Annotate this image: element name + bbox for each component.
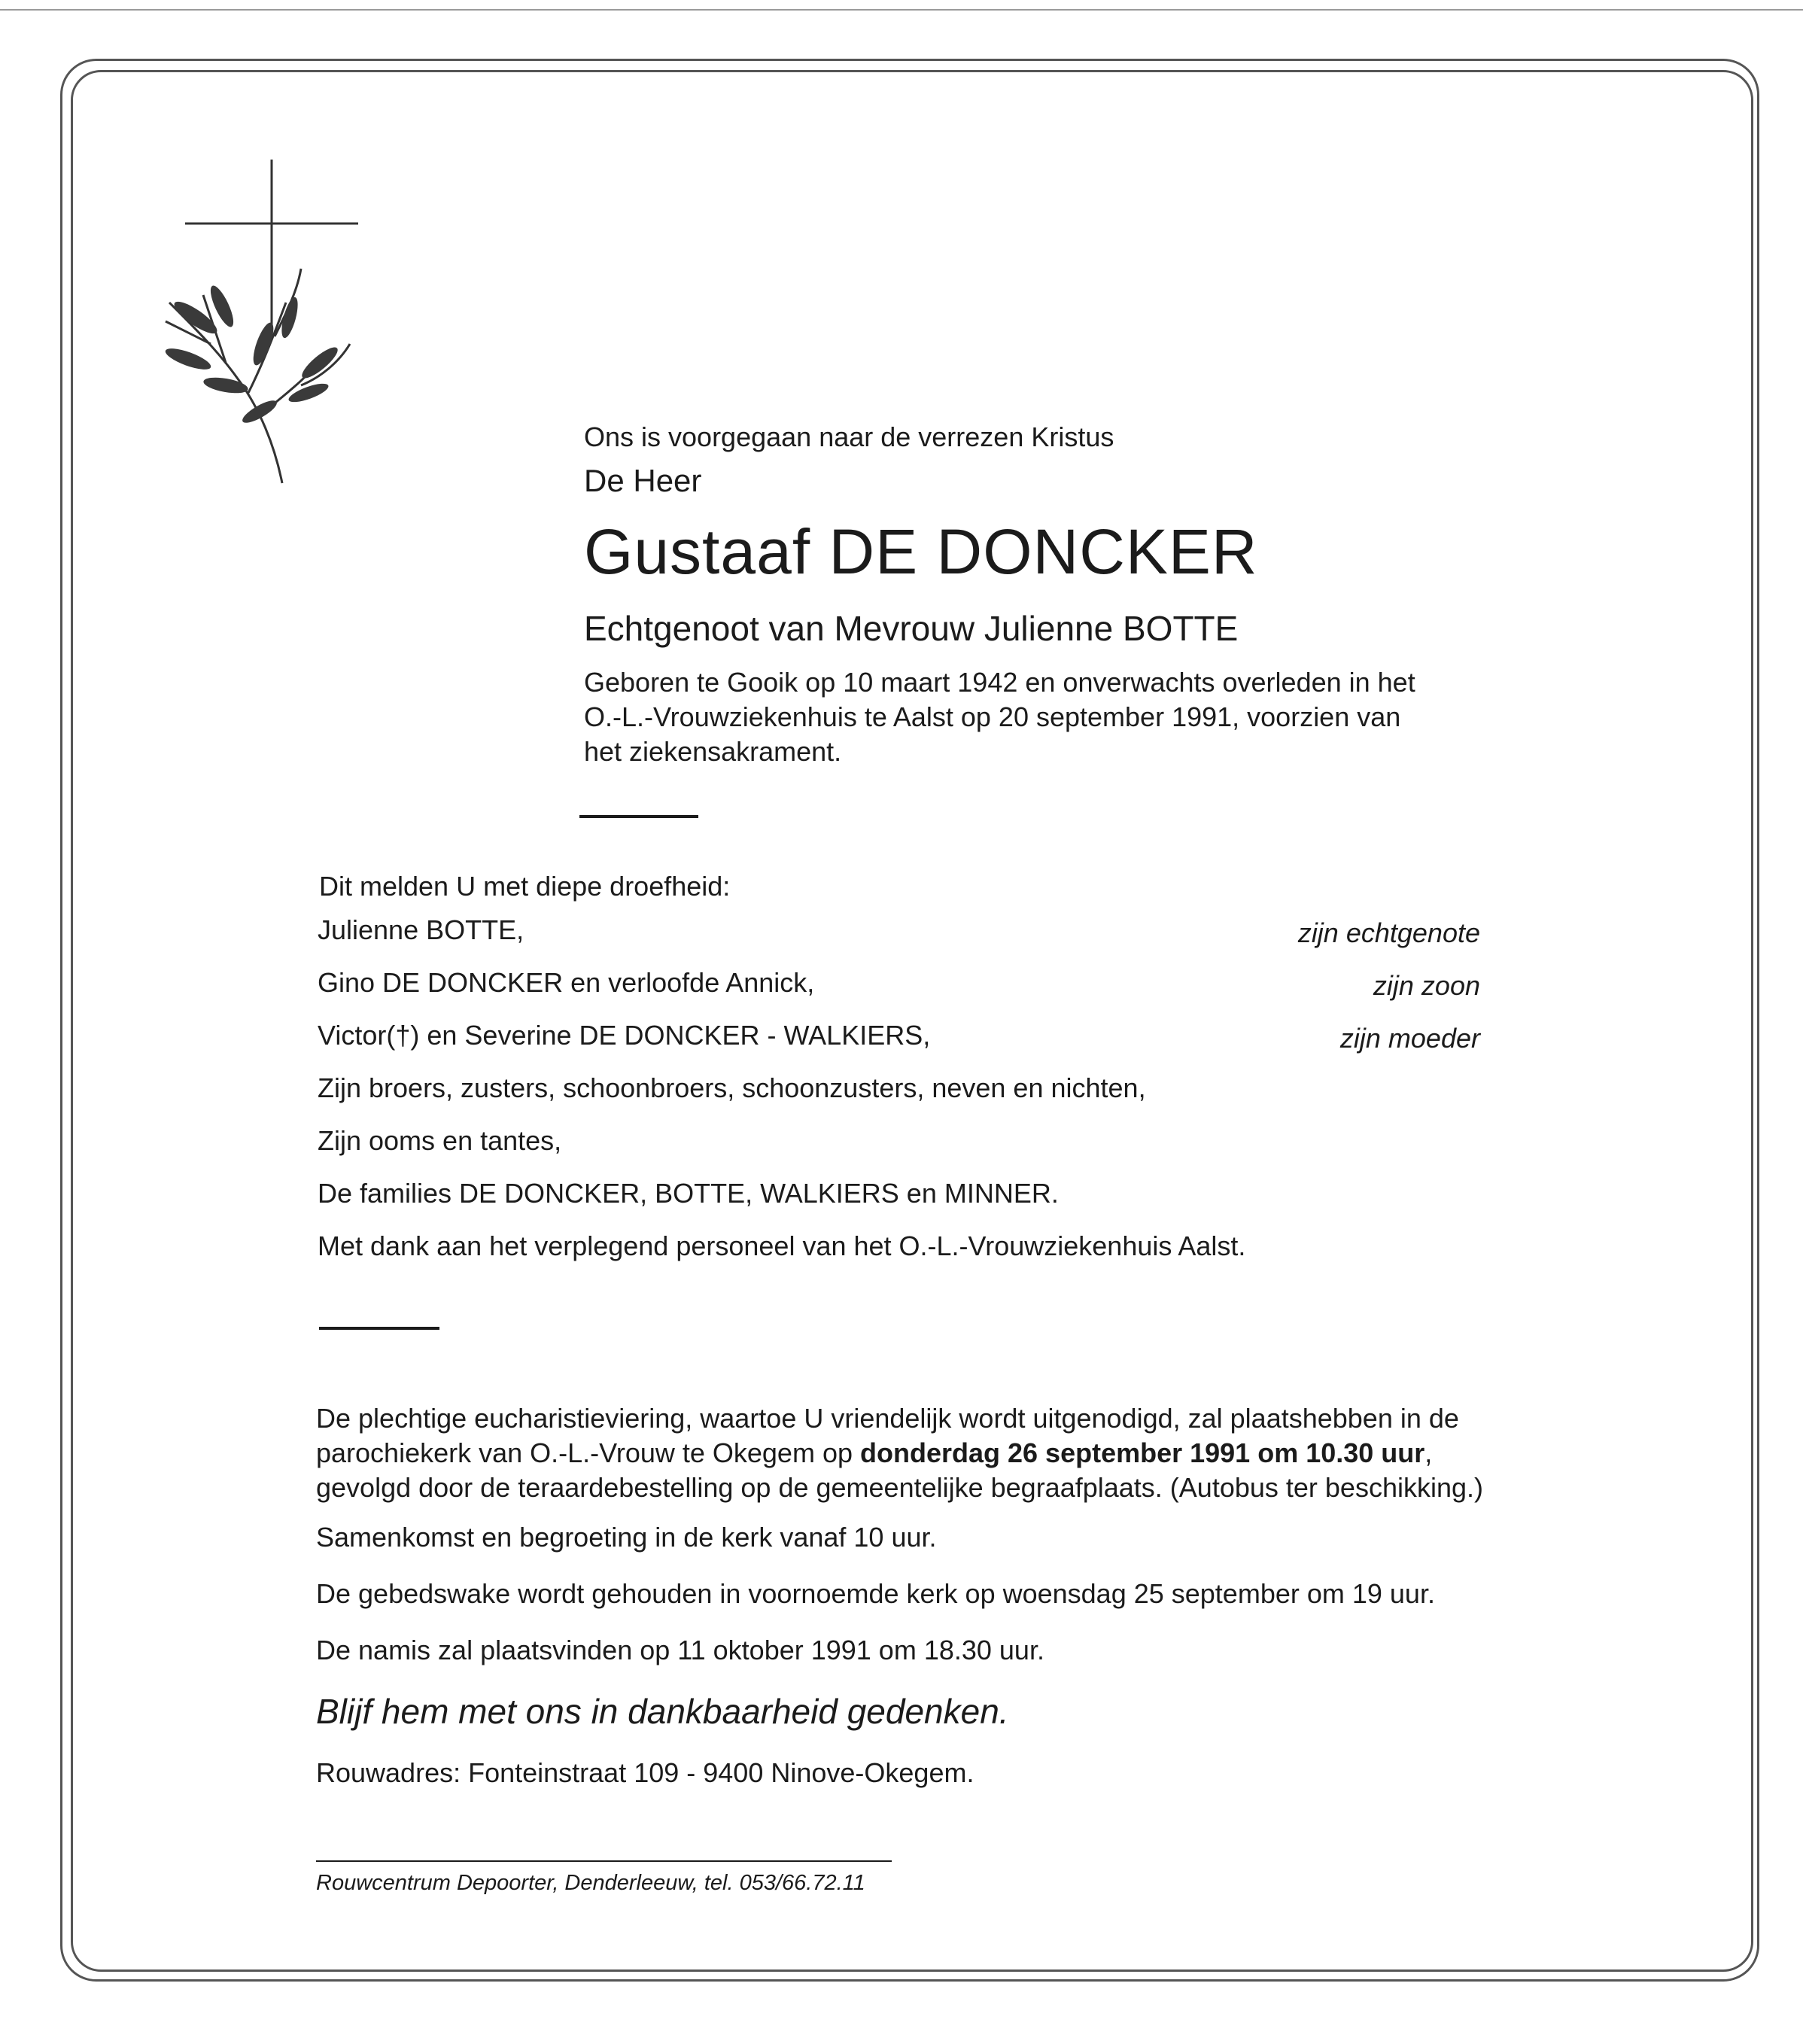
list-item: [318, 1125, 1480, 1178]
mourning-address: Rouwadres: Fonteinstraat 109 - 9400 Ninove-Okegem.: [316, 1757, 974, 1788]
mourner-name: Zijn ooms en tantes,: [318, 1125, 562, 1156]
arrival-line: Samenkomst en begroeting in de kerk vanaf 10 uur.: [316, 1522, 937, 1553]
mourner-name: Zijn broers, zusters, schoonbroers, schoonzusters, neven en nichten,: [318, 1072, 1146, 1103]
spouse-line: Echtgenoot van Mevrouw Julienne BOTTE: [584, 609, 1239, 648]
mourner-name: Julienne BOTTE,: [318, 914, 524, 945]
list-item: [318, 967, 1480, 1020]
service-datetime: donderdag 26 september 1991 om 10.30 uur: [860, 1437, 1425, 1468]
mourners-list: [318, 914, 1480, 1283]
mourner-relation: zijn echtgenote: [1297, 917, 1480, 948]
mourner-name: Gino DE DONCKER en verloofde Annick,: [318, 967, 815, 998]
list-item: [318, 914, 1480, 967]
memorial-line: De namis zal plaatsvinden op 11 oktober 1991 om 18.30 uur.: [316, 1635, 1044, 1665]
mourner-name: Met dank aan het verplegend personeel van het O.-L.-Vrouwziekenhuis Aalst.: [318, 1230, 1246, 1261]
mourner-relation: zijn zoon: [1373, 970, 1480, 1001]
undertaker-credit: Rouwcentrum Depoorter, Denderleeuw, tel. 053/66.72.11: [316, 1871, 865, 1895]
top-edge-rule: [0, 9, 1803, 11]
mourner-relation: zijn moeder: [1339, 1023, 1480, 1054]
remembrance-line: Blijf hem met ons in dankbaarheid gedenken.: [316, 1692, 1009, 1731]
list-item: [318, 1020, 1480, 1072]
service-paragraph: [316, 1401, 1490, 1505]
mourner-name: Victor(†) en Severine DE DONCKER - WALKIERS,: [318, 1020, 931, 1051]
announcement-heading: Dit melden U met diepe droefheid:: [319, 871, 731, 902]
vigil-line: De gebedswake wordt gehouden in voornoemde kerk op woensdag 25 september om 19 uur.: [316, 1578, 1435, 1609]
divider: [319, 1327, 439, 1330]
list-item: [318, 1178, 1480, 1230]
biography: Geboren te Gooik op 10 maart 1942 en onverwachts overleden in het O.-L.-Vrouwziekenhuis te Aalst op 20 september 1991, voorzien van het ziekensakrament.: [584, 667, 1415, 767]
title-prefix: De Heer: [584, 463, 702, 498]
service-text: De plechtige eucharistieviering, waartoe U vriendelijk wordt uitgenodigd, zal plaatshebben in de parochiekerk van O.-L.-Vrouw te Okegem op: [316, 1403, 1459, 1468]
divider: [579, 815, 698, 818]
mourner-name: De families DE DONCKER, BOTTE, WALKIERS en MINNER.: [318, 1178, 1059, 1209]
list-item: [318, 1230, 1480, 1283]
cross-with-olive-branch-icon: [135, 160, 369, 498]
deceased-name: Gustaaf DE DONCKER: [584, 516, 1258, 587]
footer-rule: [316, 1860, 892, 1862]
service-text-rest: , gevolgd door de teraardebestelling op de gemeentelijke begraafplaats. (Autobus ter beschikking.): [316, 1437, 1483, 1503]
intro-line: Ons is voorgegaan naar de verrezen Kristus: [584, 421, 1114, 452]
list-item: [318, 1072, 1480, 1125]
